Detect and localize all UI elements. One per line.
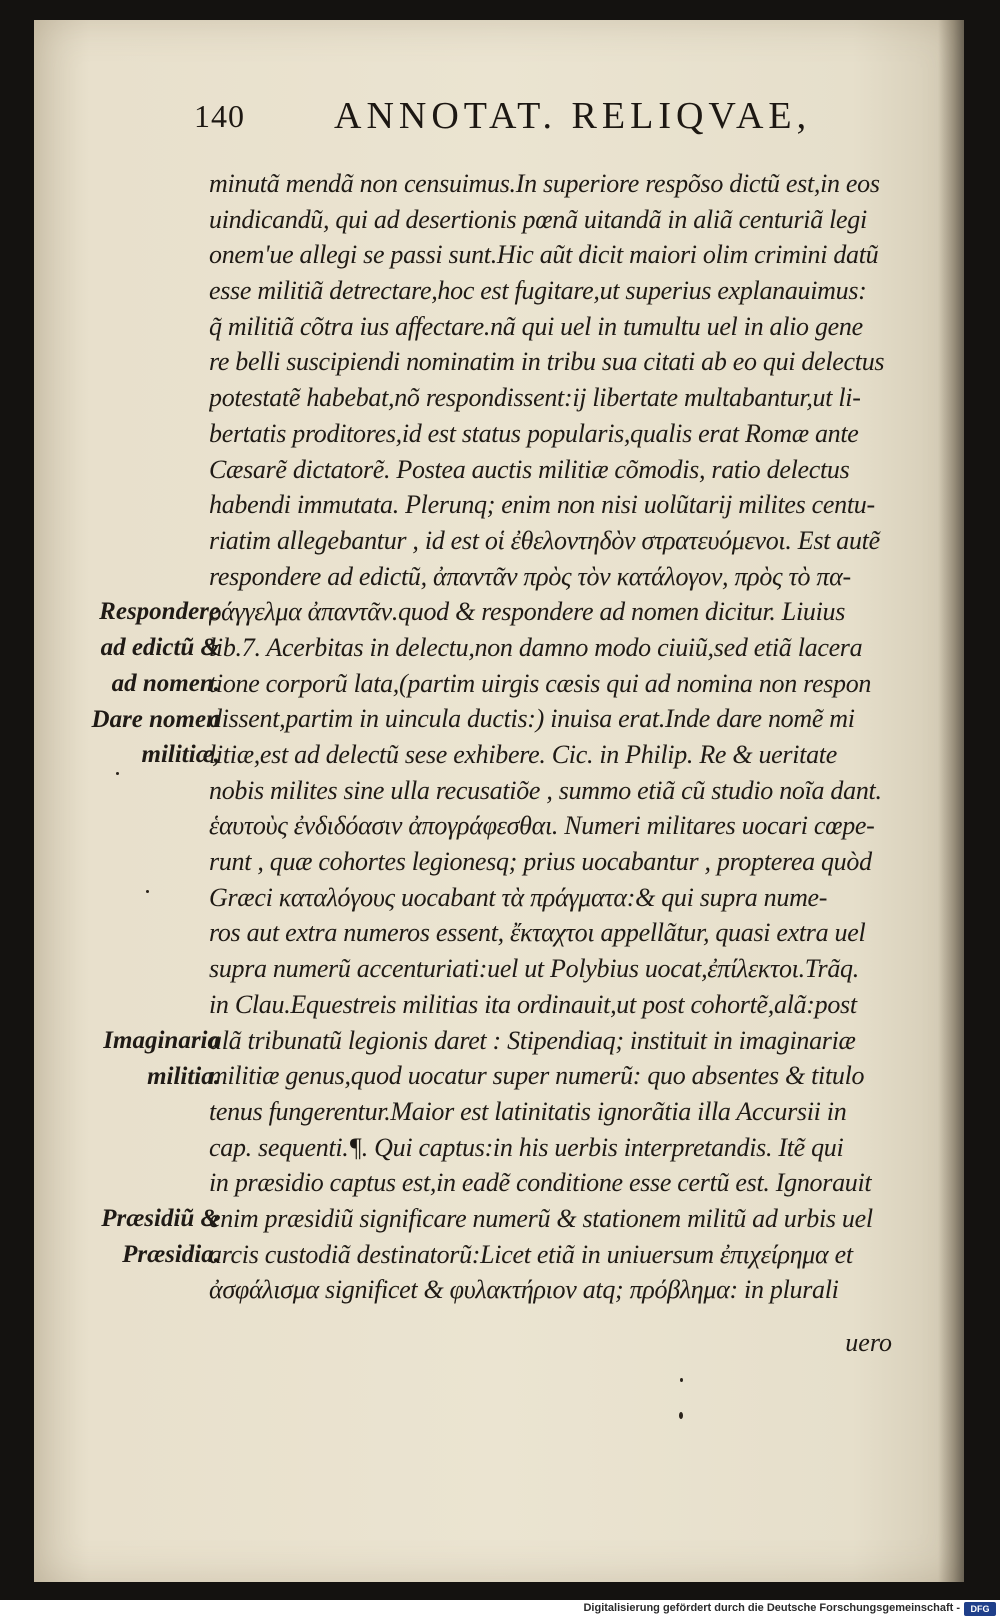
dfg-logo: DFG (964, 1602, 996, 1616)
margin-note: Respondere (99, 598, 220, 626)
text-line: enim præsidiũ significare numerũ & stationem militũ ad urbis uel (209, 1203, 873, 1233)
margin-note: Imaginaria (103, 1026, 220, 1054)
ink-speck (116, 772, 119, 775)
text-line: militiæ genus,quod uocatur super numerũ: quo absentes & titulo (209, 1061, 865, 1091)
text-line: tione corporũ lata,(partim uirgis cæsis qui ad nomina non respon (209, 668, 872, 698)
text-line: in præsidio captus est,in eadẽ conditione esse certũ est. Ignorauit (209, 1168, 872, 1198)
text-line: tenus fungerentur.Maior est latinitatis ignorãtia illa Accursii in (209, 1096, 847, 1126)
text-line: onem'ue allegi se passi sunt.Hic aũt dicit maiori olim crimini datũ (209, 240, 879, 270)
text-line: in Clau.Equestreis militias ita ordinauit,ut post cohortẽ,alã:post (209, 989, 857, 1019)
text-line: ράγγελμα ἀπαντᾶν.quod & respondere ad nomen dicitur. Liuius (209, 597, 846, 627)
margin-note: Dare nomen (91, 705, 220, 733)
text-line: potestatẽ habebat,nõ respondissent:ij libertate multabantur,ut li- (209, 383, 861, 413)
text-line: riatim allegebantur , id est οἱ ἐθελοντηδὸν στρατευόμενοι. Est autẽ (209, 525, 880, 555)
ink-speck (146, 890, 149, 893)
margin-note: Præsidiũ & (101, 1205, 220, 1233)
funding-credit: Digitalisierung gefördert durch die Deutsche Forschungsgemeinschaft - (583, 1602, 960, 1614)
catchword: uero (845, 1328, 892, 1357)
text-line: supra numerũ accenturiati:uel ut Polybius uocat,ἐπίλεκτοι.Trãq. (209, 954, 859, 984)
text-line: bertatis proditores,id est status popularis,qualis erat Romæ ante (209, 418, 859, 448)
text-line: litiæ,est ad delectũ sese exhibere. Cic. in Philip. Re & ueritate (209, 740, 837, 769)
text-line: q̃ militiã cõtra ius affectare.nã qui uel in tumultu uel in alio gene (209, 311, 863, 341)
text-line: arcis custodiã destinatorũ:Licet etiã in uniuersum ἐπιχείρημα et (209, 1239, 853, 1269)
margin-note: ad edictũ & (100, 634, 220, 662)
text-line: Græci καταλόγους uocabant τὰ πράγματα:& qui supra nume- (209, 882, 828, 912)
running-head: ANNOTAT. RELIQVAE, (334, 95, 812, 137)
ink-speck (679, 1412, 683, 1419)
margin-note: ad nomen. (111, 669, 220, 697)
book-page (34, 20, 964, 1582)
text-line: lib.7. Acerbitas in delectu,non damno modo ciuiũ,sed etiã lacera (209, 632, 863, 662)
text-line: uindicandũ, qui ad desertionis pœnã uitandã in aliã centuriã legi (209, 204, 867, 234)
text-line: nobis milites sine ulla recusatiõe , summo etiã cũ studio noĩa dant. (209, 775, 882, 805)
text-line: runt , quæ cohortes legionesq; prius uocabantur , propterea quòd (209, 847, 872, 877)
text-line: minutã mendã non censuimus.In superiore respõso dictũ est,in eos (209, 169, 880, 198)
text-line: dissent,partim in uincula ductis:) inuisa erat.Inde dare nomẽ mi (209, 704, 855, 734)
text-line: alã tribunatũ legionis daret : Stipendiaq; instituit in imaginariæ (209, 1025, 856, 1055)
text-line: respondere ad edictũ, ἀπαντᾶν πρὸς τὸν κατάλογον, πρὸς τὸ πα- (209, 561, 851, 591)
text-line: ros aut extra numeros essent, ἔκταχτοι appellãtur, quasi extra uel (209, 918, 866, 948)
page-number: 140 (194, 98, 245, 134)
page-header (194, 94, 914, 154)
text-line: ἑαυτοὺς ἐνδιδόασιν ἀπογράφεσθαι. Numeri militares uocari cœpe- (209, 811, 875, 841)
margin-note: militiæ, (141, 741, 220, 769)
margin-notes (60, 20, 220, 1580)
margin-note: Præsidia. (122, 1241, 220, 1268)
text-line: Cæsarẽ dictatorẽ. Postea auctis militiæ cõmodis, ratio delectus (209, 454, 850, 484)
text-line: cap. sequenti.¶. Qui captus:in his uerbis interpretandis. Itẽ qui (209, 1132, 844, 1162)
text-line: esse militiã detrectare,hoc est fugitare,ut superius explanauimus: (209, 276, 867, 306)
text-line: re belli suscipiendi nominatim in tribu sua citati ab eo qui delectus (209, 347, 885, 377)
text-line: ἀσφάλισμα significet & φυλακτήριον atq; πρόβλημα: in plurali (209, 1275, 839, 1305)
footer-bar (0, 1600, 1000, 1619)
margin-note: militia. (147, 1062, 220, 1090)
binding-shadow (938, 20, 964, 1582)
ink-speck (680, 1378, 683, 1382)
body-text (209, 166, 929, 1308)
text-line: habendi immutata. Plerunq; enim non nisi uolũtarij milites centu- (209, 490, 875, 520)
